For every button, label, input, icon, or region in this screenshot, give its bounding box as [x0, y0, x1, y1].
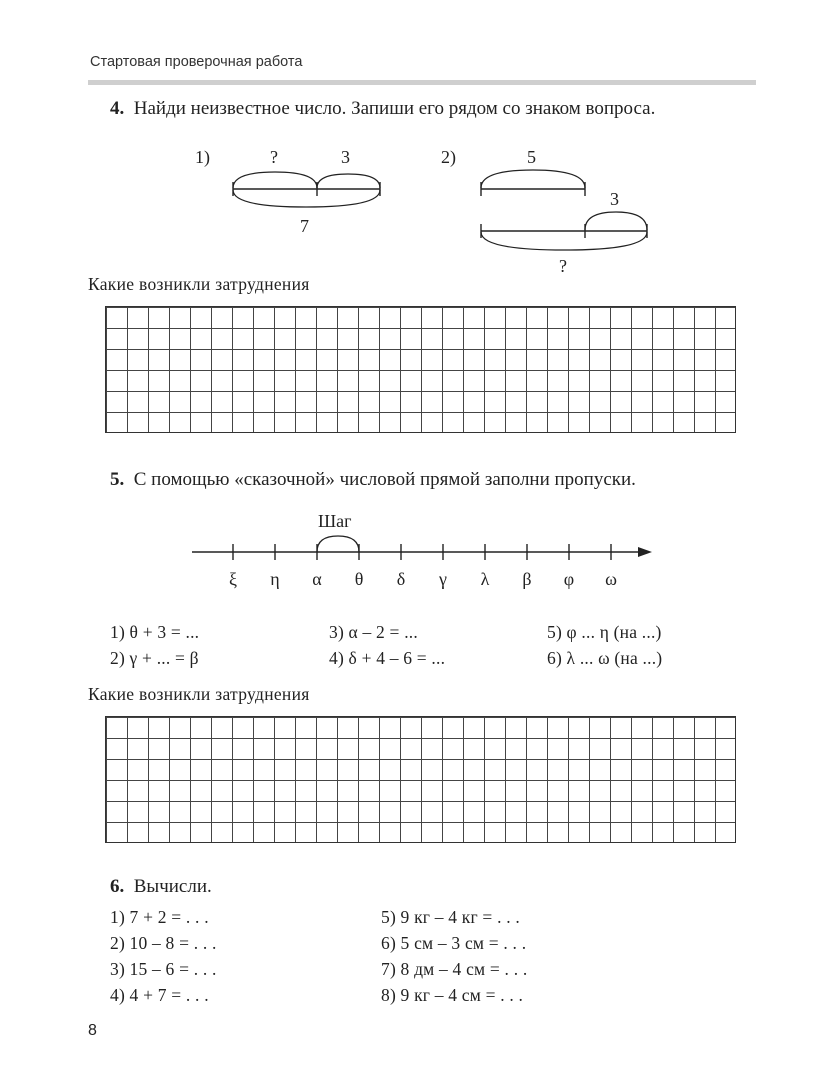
task4-number: 4. [110, 98, 125, 119]
number-line-letter: α [312, 569, 322, 589]
task6-item-3: 3) 15 – 6 = . . . [110, 959, 217, 979]
page-number: 8 [88, 1022, 97, 1039]
step-arc [317, 536, 359, 552]
diagram1-part-left: ? [270, 147, 278, 167]
task4-text: Найди неизвестное число. Запиши его рядом со знаком вопроса. [133, 98, 656, 119]
task6-heading [110, 876, 212, 898]
number-line-arrow [638, 547, 652, 557]
task5-item-3: 3) α – 2 = ... [329, 622, 418, 642]
task5-text: С помощью «сказочной» числовой прямой заполни пропуски. [133, 469, 636, 490]
task6-item-2: 2) 10 – 8 = . . . [110, 933, 217, 953]
task6-item-1: 1) 7 + 2 = . . . [110, 907, 209, 927]
diagram2-label: 2) [441, 147, 456, 167]
diagram2-part-top: 5 [527, 147, 536, 167]
task6-item-4: 4) 4 + 7 = . . . [110, 985, 209, 1005]
number-line-letter: δ [396, 569, 406, 589]
task6-item-7: 7) 8 дм – 4 см = . . . [381, 959, 528, 979]
diagram1-whole: 7 [300, 216, 309, 236]
number-line-letter: γ [439, 569, 447, 589]
number-line-letter: η [270, 569, 280, 589]
page-header-title: Стартовая проверочная работа [90, 54, 303, 70]
diagram2-part-added: 3 [610, 189, 619, 209]
diagram2-whole: ? [559, 256, 567, 276]
number-line-letter: ξ [228, 569, 238, 589]
task6-number: 6. [110, 876, 125, 897]
task6-text: Вычисли. [133, 876, 212, 897]
task5-item-5: 5) φ ... η (на ...) [547, 622, 662, 642]
task5-item-1: 1) θ + 3 = ... [110, 622, 200, 642]
diagram1-part-right: 3 [341, 147, 350, 167]
number-line-letter: θ [354, 569, 364, 589]
number-line-letter: ω [605, 569, 617, 589]
number-line-letter: φ [563, 569, 575, 589]
task4-difficulty-label: Какие возникли затруднения [88, 274, 310, 294]
step-label: Шаг [318, 511, 352, 531]
task5-number: 5. [110, 469, 125, 490]
task5-answer-grid[interactable] [105, 716, 736, 843]
number-line-letter: λ [480, 569, 490, 589]
task5-item-6: 6) λ ... ω (на ...) [547, 648, 663, 668]
task6-item-5: 5) 9 кг – 4 кг = . . . [381, 907, 520, 927]
task6-item-8: 8) 9 кг – 4 см = . . . [381, 985, 524, 1005]
task5-item-4: 4) δ + 4 – 6 = ... [329, 648, 446, 668]
diagram1-label: 1) [195, 147, 210, 167]
task6-item-6: 6) 5 см – 3 см = . . . [381, 933, 527, 953]
number-line-letter: β [522, 569, 532, 589]
task5-difficulty-label: Какие возникли затруднения [88, 684, 310, 704]
task5-item-2: 2) γ + ... = β [110, 648, 199, 668]
